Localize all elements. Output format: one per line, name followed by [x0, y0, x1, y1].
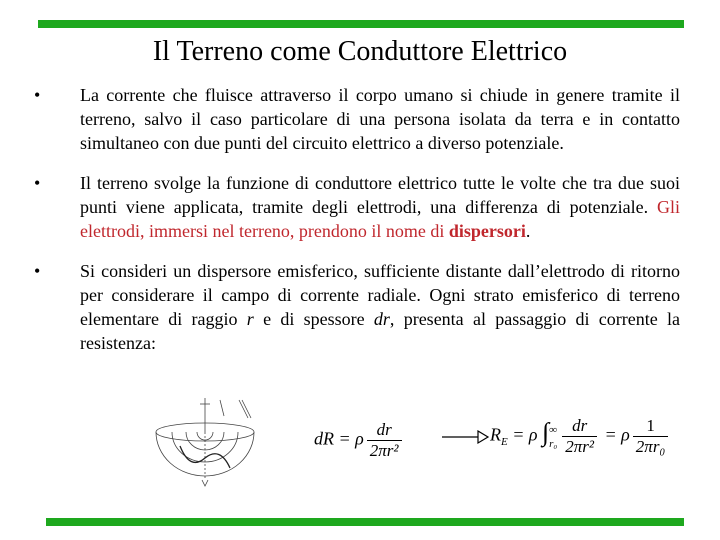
formula-1-lhs: dR = ρ [314, 428, 364, 449]
bullet-text-2-highlight: Gli elettrodi, immersi nel terreno, prendono il nome di [80, 197, 680, 241]
right-arrow-icon [440, 427, 490, 447]
bullet-dot-icon: • [34, 173, 41, 193]
formula-2-numerator-1: dr [562, 416, 597, 437]
bottom-accent-bar [46, 518, 684, 526]
bullet-list [30, 83, 680, 371]
top-accent-bar [38, 20, 684, 28]
formula-2-numerator-2: 1 [633, 416, 669, 437]
formula-2-denominator-2: 2πr₀ [635, 437, 666, 456]
bullet-item-2 [30, 171, 680, 243]
resistance-formula [314, 420, 405, 461]
formula-2-fraction-1 [562, 416, 597, 457]
bullet-text-2-end: . [525, 221, 531, 241]
slide-title: Il Terreno come Conduttore Elettrico [152, 36, 568, 67]
variable-dr: dr [373, 309, 390, 329]
formula-2-fraction-2 [633, 416, 669, 457]
bullet-text-2-keyword: dispersori [448, 221, 526, 241]
hemispherical-electrode-diagram-icon [150, 396, 260, 496]
formula-1-denominator: 2πr² [369, 441, 399, 460]
bullet-item-1 [30, 83, 680, 155]
integral-lower-bound: r₀ [549, 437, 558, 450]
bullet-text-3 [80, 259, 680, 355]
bullet-item-3 [30, 259, 680, 355]
bullet-text-3-middle: e di spessore [253, 309, 374, 329]
bullet-text-1: La corrente che fluisce attraverso il corpo umano si chiude in genere tramite il terreno, salvo il caso particolare di una persona isolata da terra e in contatto simultaneo con due punti del circuito elettrico a diverso potenziale. [80, 85, 680, 153]
earth-resistance-formula [490, 416, 671, 457]
integral-upper-bound: ∞ [549, 423, 557, 436]
formula-1-numerator: dr [367, 420, 402, 441]
bullet-dot-icon: • [34, 85, 41, 105]
formula-2-denominator-1: 2πr² [565, 437, 594, 456]
formula-2-eq2: = ρ [604, 424, 630, 445]
formula-2-sub: E [501, 436, 508, 449]
formula-2-eq: = ρ [512, 424, 538, 445]
formula-1-fraction [367, 420, 402, 461]
bullet-text-3-start: Si consideri un dispersore emisferico, sufficiente distante dall’elettrodo di ritorno per considerare il campo di corrente radiale. Ogni strato emisferico di terreno elementare di raggio [80, 261, 680, 329]
bullet-text-2 [80, 171, 680, 243]
bullet-text-2-normal: Il terreno svolge la funzione di conduttore elettrico tutte le volte che tra due suoi punti viene applicata, tramite degli elettrodi, una differenza di potenziale. [80, 173, 680, 217]
formula-2-R: R [490, 424, 501, 445]
bullet-text-3-end: , presenta al passaggio di corrente la resistenza: [80, 309, 680, 353]
integral-sign-icon: ∫ [542, 417, 550, 447]
variable-r: r [246, 309, 254, 329]
bullet-dot-icon: • [34, 261, 41, 281]
